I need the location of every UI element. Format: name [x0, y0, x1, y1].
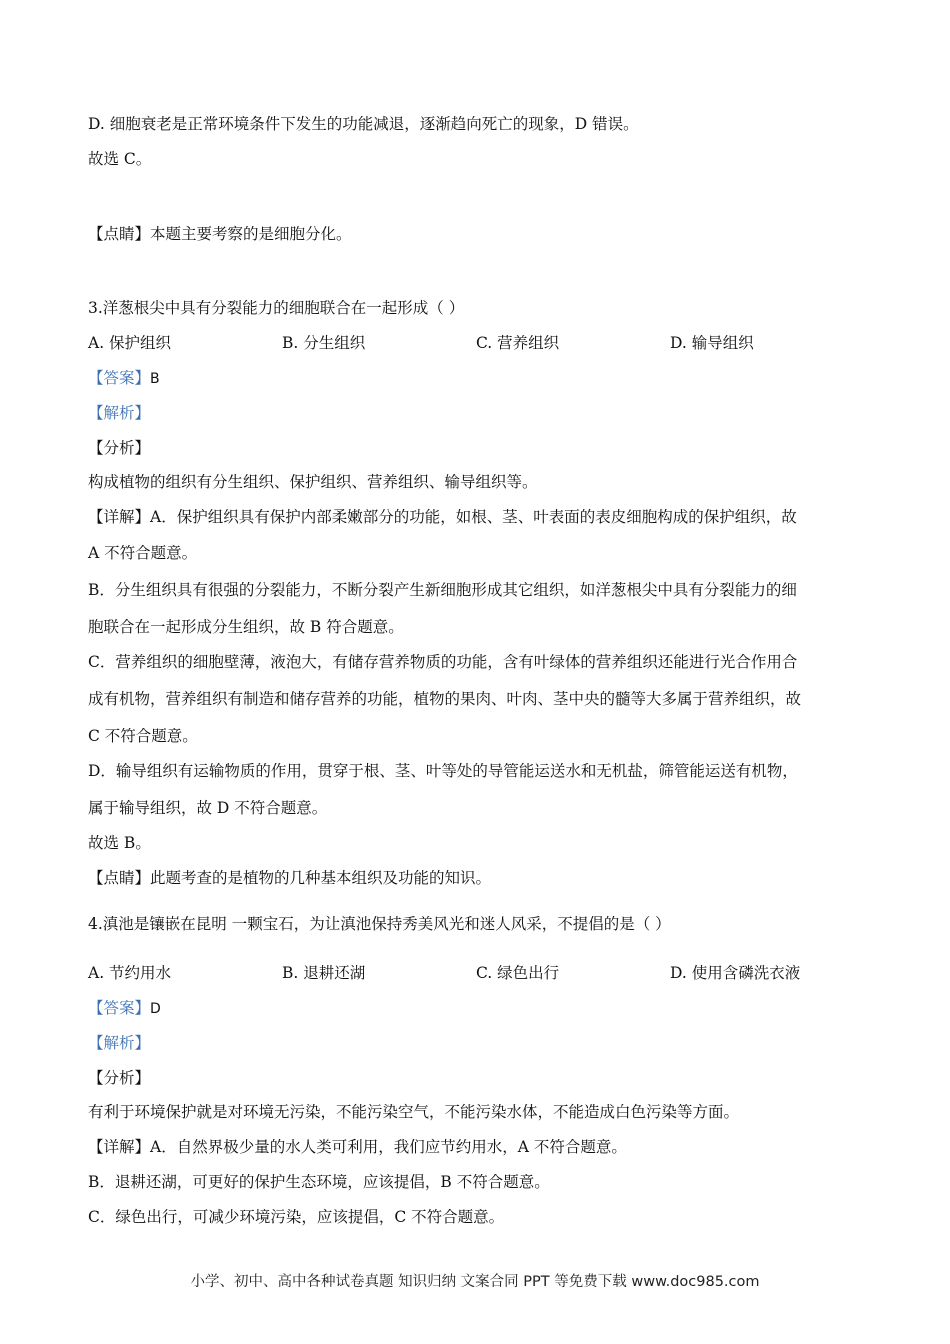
text-line: 【详解】A．自然界极少量的水人类可利用，我们应节约用水，A 不符合题意。 — [88, 1138, 627, 1156]
option-d: D. 输导组织 — [670, 334, 754, 352]
fenxi-label: 【分析】 — [88, 1069, 151, 1087]
answer-label: 【答案】 — [88, 999, 151, 1017]
analysis-label: 【解析】 — [88, 1034, 151, 1052]
text-line: B．退耕还湖，可更好的保护生态环境，应该提倡，B 不符合题意。 — [88, 1173, 550, 1191]
fenxi-label: 【分析】 — [88, 439, 151, 457]
text-line: 有利于环境保护就是对环境无污染，不能污染空气，不能污染水体，不能造成白色污染等方面。 — [88, 1103, 740, 1121]
text-line: D. 细胞衰老是正常环境条件下发生的功能减退，逐渐趋向死亡的现象，D 错误。 — [88, 115, 639, 133]
option-c: C. 营养组织 — [476, 334, 560, 352]
text-line: C 不符合题意。 — [88, 727, 198, 745]
answer-line — [88, 368, 160, 389]
option-c: C. 绿色出行 — [476, 964, 560, 982]
option-b: B. 分生组织 — [282, 334, 366, 352]
option-a: A. 保护组织 — [88, 334, 172, 352]
text-line: C．绿色出行，可减少环境污染，应该提倡，C 不符合题意。 — [88, 1208, 505, 1226]
text-line: D．输导组织有运输物质的作用，贯穿于根、茎、叶等处的导管能运送水和无机盐，筛管能运送有机物， — [88, 762, 798, 780]
text-line: 【详解】A．保护组织具有保护内部柔嫩部分的功能，如根、茎、叶表面的表皮细胞构成的保护组织，故 — [88, 508, 797, 526]
answer-line — [88, 998, 161, 1019]
text-line: 故选 B。 — [88, 834, 151, 852]
analysis-label: 【解析】 — [88, 404, 151, 422]
text-line: 胞联合在一起形成分生组织，故 B 符合题意。 — [88, 618, 404, 636]
option-b: B. 退耕还湖 — [282, 964, 366, 982]
footer-text: 小学、初中、高中各种试卷真题 知识归纳 文案合同 PPT 等免费下载 www.doc985.com — [190, 1274, 760, 1290]
answer-value: D — [150, 1001, 161, 1017]
comment-line: 【点睛】此题考查的是植物的几种基本组织及功能的知识。 — [88, 869, 492, 887]
text-line: 故选 C。 — [88, 150, 152, 168]
text-line: C．营养组织的细胞壁薄，液泡大，有储存营养物质的功能，含有叶绿体的营养组织还能进行光合作用合 — [88, 653, 798, 671]
text-line: B．分生组织具有很强的分裂能力，不断分裂产生新细胞形成其它组织，如洋葱根尖中具有分裂能力的细 — [88, 581, 797, 599]
question-3-stem: 3.洋葱根尖中具有分裂能力的细胞联合在一起形成（ ） — [88, 299, 465, 317]
text-line: 构成植物的组织有分生组织、保护组织、营养组织、输导组织等。 — [88, 473, 538, 491]
option-a: A. 节约用水 — [88, 964, 172, 982]
text-line: A 不符合题意。 — [88, 544, 198, 562]
comment-line: 【点睛】本题主要考察的是细胞分化。 — [88, 225, 352, 243]
question-4-stem: 4.滇池是镶嵌在昆明 一颗宝石，为让滇池保持秀美风光和迷人风采，不提倡的是（ ） — [88, 915, 671, 933]
answer-value: B — [150, 371, 160, 387]
answer-label: 【答案】 — [88, 369, 151, 387]
text-line: 成有机物，营养组织有制造和储存营养的功能，植物的果肉、叶肉、茎中央的髓等大多属于营养组织，故 — [88, 690, 802, 708]
option-d: D. 使用含磷洗衣液 — [670, 964, 801, 982]
text-line: 属于输导组织，故 D 不符合题意。 — [88, 799, 328, 817]
